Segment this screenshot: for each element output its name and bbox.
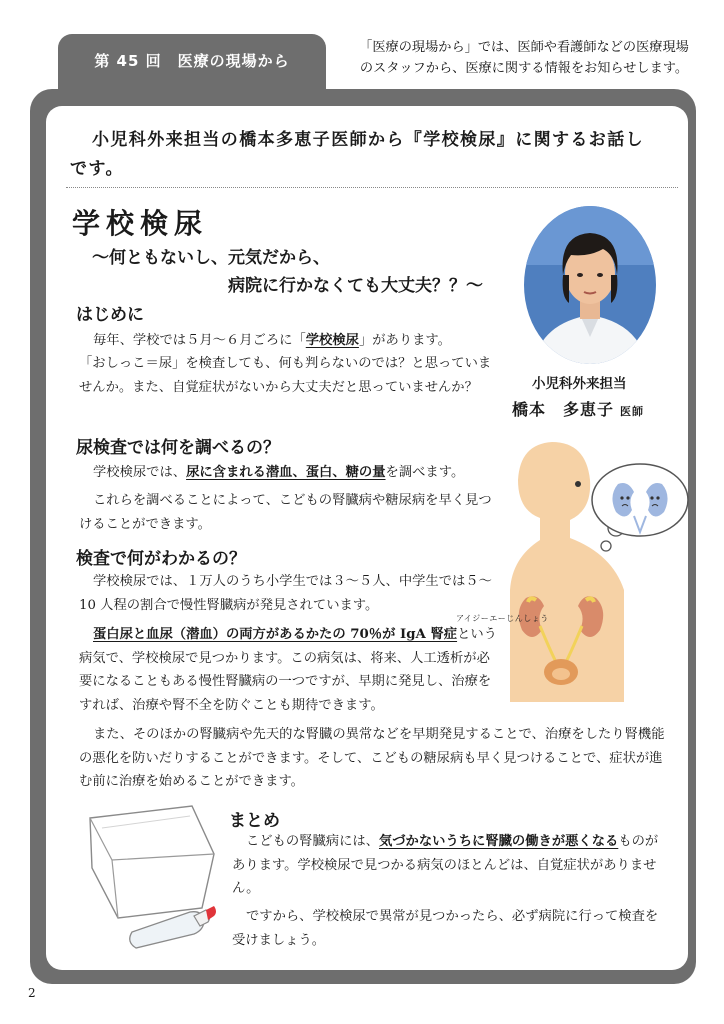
doctor-department: 小児科外来担当 — [532, 376, 627, 392]
intro-line-1: 「医療の現場から」では、医師や看護師などの医療現場 — [359, 40, 689, 55]
article-subtitle-2: 病院に行かなくても大丈夫？？～ — [228, 276, 483, 296]
heading-summary: まとめ — [229, 811, 280, 831]
keyword-gakko-kennyo: 学校検尿 — [305, 333, 359, 348]
heading-intro: はじめに — [76, 305, 144, 325]
urine-cup-illustration — [72, 798, 232, 958]
doctor-name-line — [512, 397, 644, 420]
intro-paragraph-1: 毎年、学校では５月～６月ごろに「学校検尿」があります。 — [93, 333, 451, 348]
lead-text: 小児科外来担当の橋本多恵子医師から『学校検尿』に関するお話しです。 — [70, 130, 644, 179]
body-kidney-illustration — [500, 440, 690, 702]
keyword-urine-items: 尿に含まれる潜血、蛋白、糖の量 — [186, 465, 386, 480]
doctor-photo — [523, 205, 657, 365]
keyword-iga: 蛋白尿と血尿（潜血）の両方があるかたの 70％が IgA 腎症 — [93, 627, 458, 642]
summary-paragraph-2: ですから、学校検尿で異常が見つかったら、必ず病院に行って検査を受けましょう。 — [232, 909, 659, 948]
ruby-iga: アイジーエーじんしょう — [456, 614, 549, 623]
series-intro-note — [334, 37, 714, 79]
what-paragraph-2: これらを調べることによって、こどもの腎臓病や糖尿病を早く見つけることができます。 — [79, 493, 492, 532]
keyword-kidney-decline: 気づかないうちに腎臓の働きが悪くなる — [378, 834, 619, 849]
find-paragraph-3: また、そのほかの腎臓病や先天的な腎臓の異常などを早期発見することで、治療をしたり腎機能の悪化を防いだりすることができます。そして、こどもの糖尿病も早く見つけることで、症状が進む前に治療を始めることができます。 — [79, 727, 665, 789]
heading-find: 検査で何がわかるの？ — [76, 549, 246, 569]
intro-line-2: のスタッフから、医療に関する情報をお知らせします。 — [359, 61, 689, 76]
find-paragraph-2: 蛋白尿と血尿（潜血）の両方があるかたの 70％が IgA 腎症という病気で、学校検尿で見つかります。この病気は、将来、人工透析が必要になることもある慢性腎臓病の一つですが、早期に発見し、治療をすれば、治療や腎不全を防ぐことも期待できます。 — [79, 627, 497, 713]
doctor-title: 医師 — [620, 405, 645, 418]
article-title: 学校検尿 — [72, 207, 209, 240]
article-subtitle-1: ～何ともないし、元気だから、 — [92, 248, 330, 268]
series-title: 第 45 回 医療の現場から — [94, 52, 290, 70]
find-paragraph-1: 学校検尿では、１万人のうち小学生では３～５人、中学生では５～10 人程の割合で慢性腎臓病が発見されています。 — [79, 574, 492, 613]
what-paragraph-1: 学校検尿では、尿に含まれる潜血、蛋白、糖の量を調べます。 — [93, 465, 465, 480]
dotted-divider — [66, 187, 678, 188]
summary-paragraph-1: こどもの腎臓病には、気づかないうちに腎臓の働きが悪くなるものがあります。学校検尿で見つかる病気のほとんどは、自覚症状がありません。 — [232, 834, 659, 896]
heading-what: 尿検査では何を調べるの？ — [76, 438, 280, 458]
doctor-name: 橋本 多恵子 — [512, 400, 615, 419]
page-number: 2 — [28, 986, 36, 1000]
intro-paragraph-2: 「おしっこ＝尿」を検査しても、何も判らないのでは？と思っていませんか。また、自覚症状がないから大丈夫だと思っていませんか？ — [79, 356, 492, 395]
